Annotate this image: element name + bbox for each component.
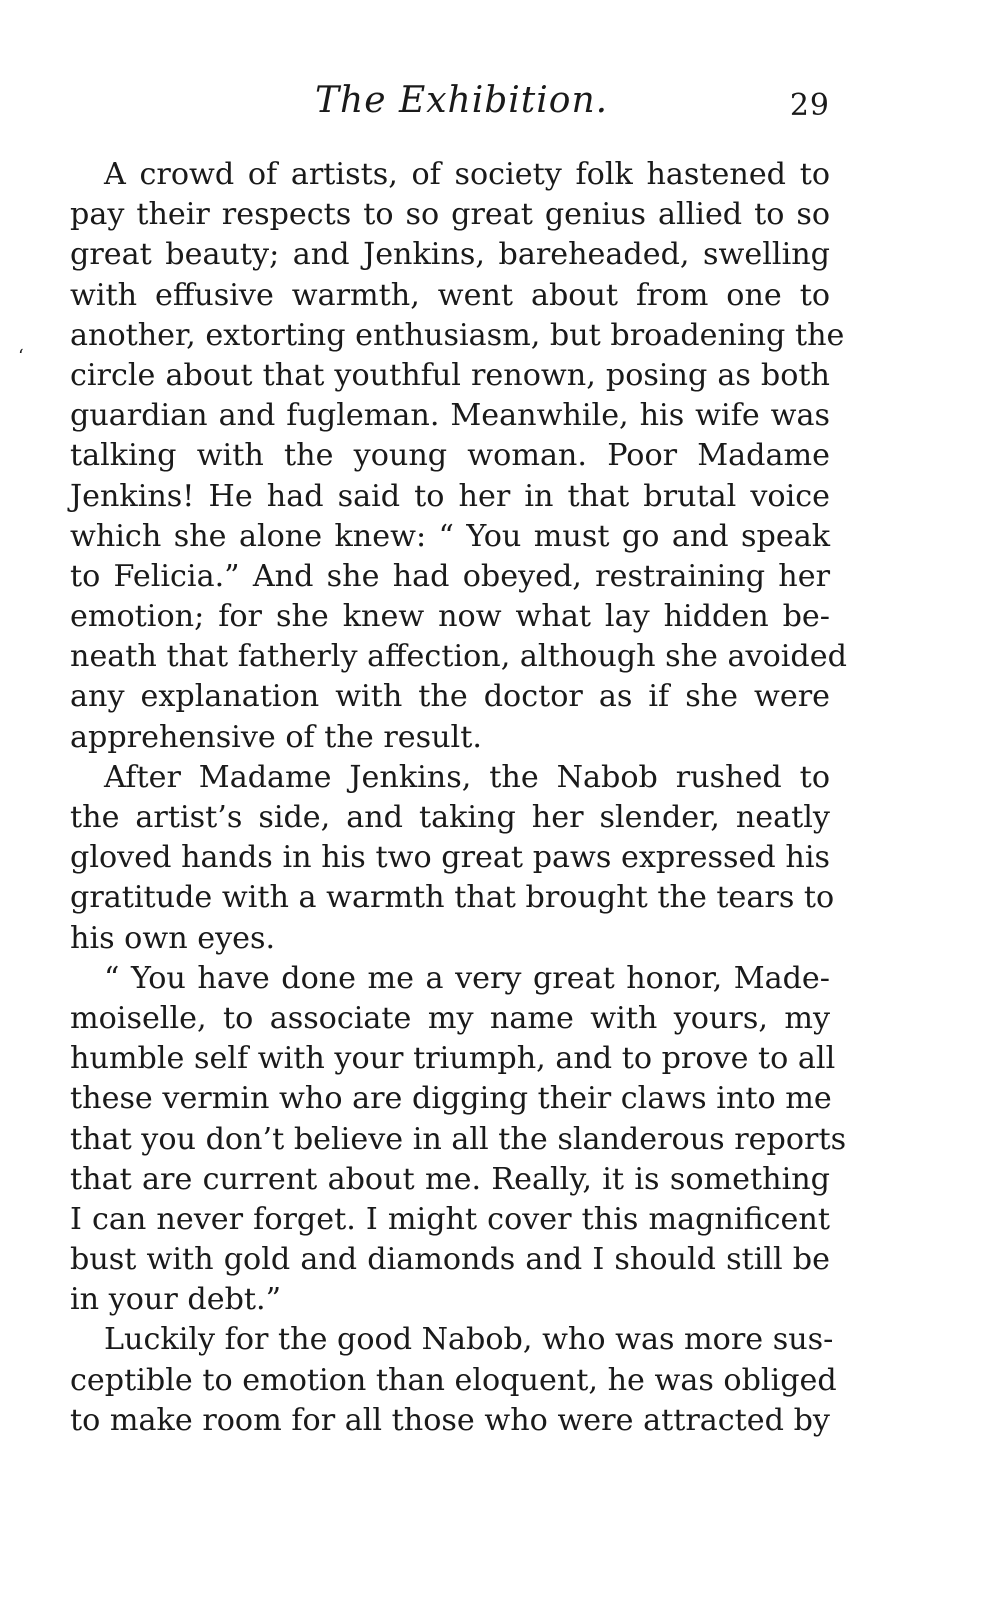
text-line: that are current about me. Really, it is something xyxy=(70,1161,830,1197)
text-line: Luckily for the good Nabob, who was more sus- xyxy=(104,1322,834,1358)
page-number: 29 xyxy=(789,88,830,123)
text-line: A crowd of artists, of society folk hastened to xyxy=(104,157,830,192)
running-title: The Exhibition. xyxy=(315,80,609,121)
text-line: bust with gold and diamonds and I should still be xyxy=(70,1242,830,1278)
text-line: I can never forget. I might cover this magnificent xyxy=(70,1201,830,1237)
margin-mark: ‘ xyxy=(18,346,24,367)
text-line: apprehensive of the result. xyxy=(70,719,482,755)
text-line: his own eyes. xyxy=(70,920,276,956)
text-line: circle about that youthful renown, posing as both xyxy=(70,357,830,393)
text-line: pay their respects to so great genius allied to so xyxy=(70,197,830,233)
page-header xyxy=(70,80,830,136)
text-line: the artist’s side, and taking her slender, neatly xyxy=(70,800,830,835)
text-line: neath that fatherly affection, although she avoided xyxy=(70,639,847,675)
text-line: gratitude with a warmth that brought the tears to xyxy=(70,880,835,916)
text-line: After Madame Jenkins, the Nabob rushed to xyxy=(104,759,830,795)
text-line: another, extorting enthusiasm, but broadening the xyxy=(70,317,845,353)
text-line: emotion; for she knew now what lay hidden be- xyxy=(70,599,830,635)
text-line: gloved hands in his two great paws expressed his xyxy=(70,840,830,876)
text-line: great beauty; and Jenkins, bareheaded, swelling xyxy=(70,237,830,273)
text-line: these vermin who are digging their claws into me xyxy=(70,1081,832,1117)
text-line: to make room for all those who were attracted by xyxy=(70,1402,830,1438)
text-line: that you don’t believe in all the slanderous reports xyxy=(70,1121,847,1157)
text-line: Jenkins! He had said to her in that brutal voice xyxy=(70,478,830,514)
text-line: ceptible to emotion than eloquent, he was obliged xyxy=(70,1362,837,1398)
text-line: to Felicia.” And she had obeyed, restraining her xyxy=(70,558,830,594)
text-line: guardian and fugleman. Meanwhile, his wife was xyxy=(70,398,830,434)
text-line: “ You have done me a very great honor, Made- xyxy=(104,960,830,996)
text-line: in your debt.” xyxy=(70,1282,282,1318)
text-line: which she alone knew: “ You must go and speak xyxy=(70,518,830,554)
body-text xyxy=(70,155,847,1441)
text-line: humble self with your triumph, and to prove to all xyxy=(70,1041,836,1077)
text-line: moiselle, to associate my name with yours, my xyxy=(70,1000,830,1036)
text-line: any explanation with the doctor as if she were xyxy=(70,679,830,715)
text-line: talking with the young woman. Poor Madame xyxy=(70,438,830,474)
text-line: with effusive warmth, went about from one to xyxy=(70,277,830,313)
